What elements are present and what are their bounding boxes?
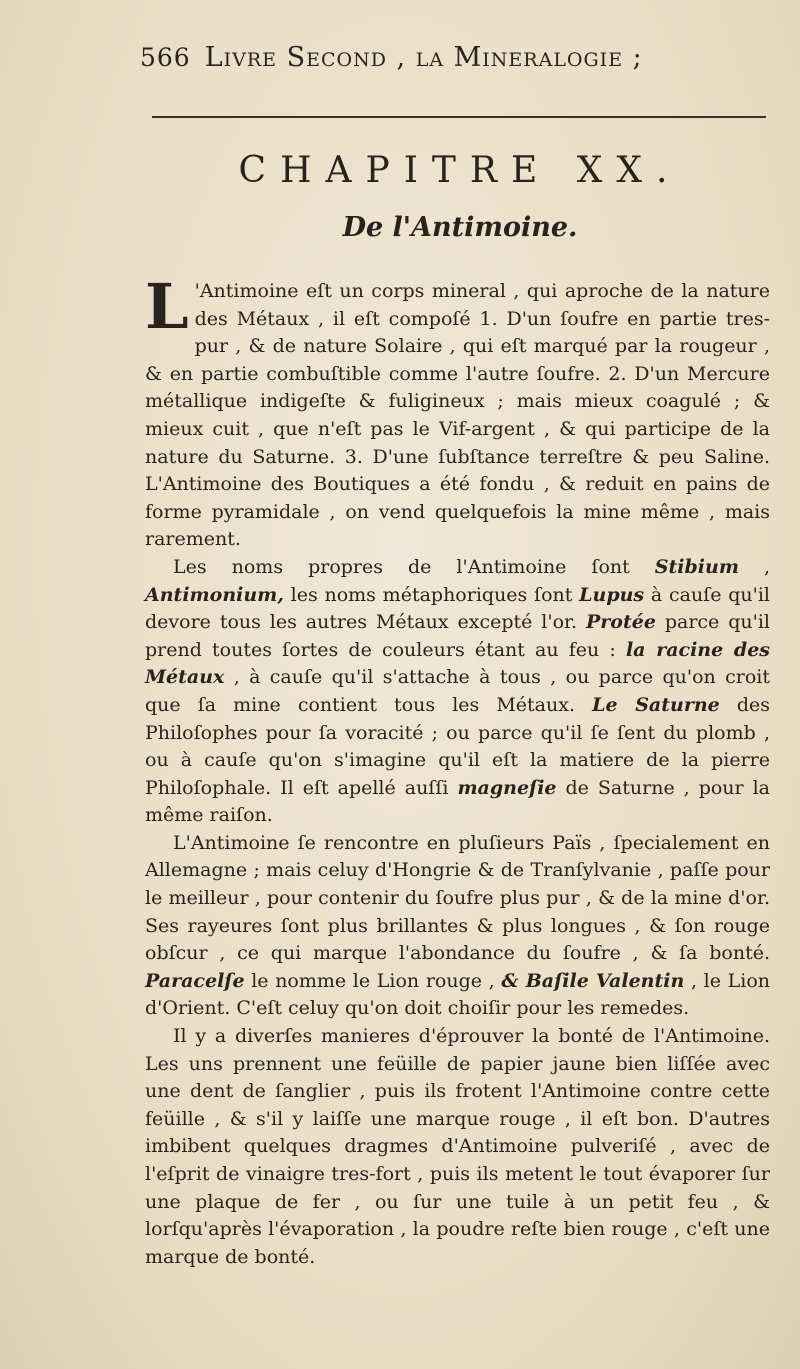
italic-term: Antimonium, [145, 583, 284, 606]
running-title: Livre Second , la Mineralogie ; [204, 42, 643, 73]
text-run: à cauſe qu'il devore tous les autres Métaux excepté l'or. [145, 583, 770, 634]
text-run: , à cauſe qu'il s'attache à tous , ou parce qu'on croit que ſa mine contient tous les Métaux. [145, 666, 770, 716]
chapter-subtitle: De l'Antimoine. [342, 212, 578, 243]
page-number: 566 [140, 43, 191, 72]
text-run: , [738, 555, 770, 578]
paragraph-1 [145, 270, 770, 554]
italic-term: Paracelſe [145, 969, 245, 992]
italic-term: Protée [585, 611, 656, 634]
paragraph-3 [145, 830, 770, 1023]
italic-term: Lupus [579, 583, 645, 606]
header-rule [152, 116, 766, 118]
text-run: parce qu'il prend toutes ſortes de couleurs étant au feu : [145, 611, 770, 661]
italic-term: Le Saturne [592, 693, 720, 716]
text-run: le nomme le Lion rouge , [244, 969, 502, 992]
text-run: Il y a diverſes manieres d'éprouver la bonté de l'Antimoine. Les uns prennent une feüille de papier jaune bien liſſée avec une dent de ſanglier , puis ils frotent l'Antimoine contre cette feüille , & s'il y laiſſe une marque rouge , il eſt bon. D'autres imbibent quelques dragmes d'Antimoine pulveriſé , avec de l'eſprit de vinaigre tres-fort , puis ils metent le tout évaporer ſur une plaque de fer , ou ſur une tuile à un petit feu , & lorſqu'après l'évaporation , la poudre reſte bien rouge , c'eſt une marque de bonté. [145, 1025, 770, 1268]
text-run: , le Lion d'Orient. C'eſt celuy qu'on doit choiſir pour les remedes. [145, 969, 770, 1020]
italic-term: magneſie [457, 776, 557, 799]
paragraph-1-text: 'Antimoine eſt un corps mineral , qui aproche de la nature des Métaux , il eſt compoſé 1. D'un ſoufre en partie tres-pur , & de nature Solaire , qui eſt marqué par la rougeur , & en partie combuſtible comme l'autre ſoufre. 2. D'un Mercure métallique indigeſte & fuligineux ; mais mieux coagulé ; & mieux cuit , que n'eſt pas le Vif-argent , & qui participe de la nature du Saturne. 3. D'une ſubſtance terreſtre & peu Saline. L'Antimoine des Boutiques a été fondu , & reduit en pains de forme pyramidale , on vend quelquefois la mine même , mais rarement. [145, 280, 770, 551]
text-run: des Philoſophes pour ſa voracité ; ou parce qu'il ſe ſent du plomb , ou à cauſe qu'on s'imagine qu'il eſt la matiere de la pierre Philoſophale. Il eſt apellé auſſi [145, 693, 770, 799]
italic-term: Stibium [654, 555, 739, 578]
text-run: Les noms propres de l'Antimoine ſont [173, 555, 655, 578]
text-run: de Saturne , pour la même raiſon. [145, 776, 771, 827]
running-header [140, 42, 760, 73]
drop-cap: L [145, 270, 189, 343]
text-run: L'Antimoine ſe rencontre en pluſieurs Païs , ſpecialement en Allemagne ; mais celuy d'Hongrie & de Tranſylvanie , paſſe pour le meilleur , pour contenir du ſoufre plus pur , & de la mine d'or. Ses rayeures ſont plus brillantes & plus longues , & ſon rouge obſcur , ce qui marque l'abondance du ſoufre , & ſa bonté. [145, 831, 770, 965]
italic-term: & Baſile Valentin [501, 969, 685, 992]
chapter-title: CHAPITRE XX. [238, 150, 682, 191]
paragraph-4 [145, 1023, 770, 1271]
italic-term: la racine des Métaux [145, 638, 770, 689]
text-run: les noms métaphoriques ſont [283, 583, 580, 606]
body-text [145, 270, 771, 1271]
paragraph-2 [145, 554, 770, 830]
